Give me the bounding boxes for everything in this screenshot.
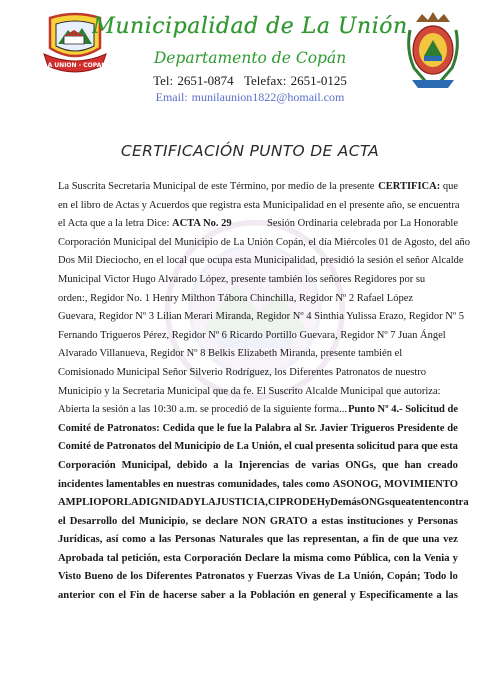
body-line: Comisionado Municipal Señor Silverio Rodríguez, los Diferentes Patronatos de nuestro [58,366,427,378]
body-line: en el libro de Actas y Acuerdos que registra esta Municipalidad en el presente año, se encuentra [58,199,460,211]
body-line: Municipio y la Secretaria Municipal que da fe. El Suscrito Alcalde Municipal que autoriza: [58,385,441,397]
document-body [58,178,471,606]
department-name: Departamento de Copán [153,49,347,67]
document-title: CERTIFICACIÓN PUNTO DE ACTA [120,142,380,160]
email-label: Email: [155,90,188,104]
bold-line: Corporación Municipal, debido a la Injerencias de varias ONGs, que han creado [58,459,458,471]
bold-line: Aprobada tal petición, esta Corporación Declare la misma como Pública, con la Venia y [58,552,458,564]
bold-line: Jurídicas, así como a las Personas Naturales que las representan, a fin de que una vez [58,534,458,546]
bold-line: incidentes lamentables en nuestras comunidades, tales como ASONOG, MOVIMIENTO [58,478,458,490]
body-line: orden:, Regidor No. 1 Henry Milthon Tábora Chinchilla, Regidor Nº 2 Rafael López [58,292,414,304]
bold-line: Visto Bueno de los Diferentes Patronatos y Fuerzas Vivas de La Unión, Copán; Todo lo [58,571,458,583]
fax-number: Telefax: 2651-0125 [243,73,347,88]
bold-line: Comité de Patronatos del Municipio de La Unión, el cual presenta solicitud para que esta [58,441,458,453]
bold-line: Comité de Patronatos: Cedida que le fue la Palabra al Sr. Javier Trigueros Presidente de [58,422,458,434]
contact-email [0,90,500,105]
resolution-text [58,420,469,606]
municipality-name: Municipalidad de La Unión [92,14,408,39]
bold-line: AMPLIO POR LA DIGNIDAD Y LA JUSTICIA, CIPRODEH y Demás ONGs que atenten contra [58,497,469,509]
bold-line: el Desarrollo del Municipio, se declare NON GRATO a estas instituciones y Personas [58,515,458,527]
body-line: Corporación Municipal del Municipio de La Unión Copán, el día Miércoles 01 de Agosto, del año [58,236,471,248]
body-line: Fernando Trigueros Pérez, Regidor Nº 6 Ricardo Portillo Guevara, Regidor Nº 7 Juan Ángel [58,329,446,341]
body-line: el Acta que a la letra Dice: ACTA No. 29 Sesión Ordinaria celebrada por La Honorable [58,218,458,230]
body-line: Dos Mil Dieciocho, en el local que ocupa esta Municipalidad, presidió la sesión el señor Alcalde [58,255,464,267]
body-line: Guevara, Regidor Nº 3 Lilian Merari Miranda, Regidor Nº 4 Sinthia Yulissa Erazo, Regidor Nº 5 [58,311,464,323]
phone-number: Tel: 2651-0874 [153,73,234,88]
contact-phones [0,73,500,89]
body-line: Alvarado Villanueva, Regidor Nº 8 Belkis Elizabeth Miranda, presente también el [58,348,403,360]
bold-line: anterior con el Fin de hacerse saber a la Población en general y Especificamente a las [58,590,458,602]
seal-ribbon-text: LA UNION - COPAN [43,62,107,69]
email-address[interactable]: munilaunion1822@homail.com [191,90,345,104]
body-line: La Suscrita Secretaria Municipal de este Término, por medio de la presente CERTIFICA: que [58,181,458,192]
body-line: Municipal Victor Hugo Alvarado López, presente también los señores Regidores por su [58,273,426,285]
body-line: Abierta la sesión a las 10:30 a.m. se procedió de la siguiente forma... Punto Nº 4.- Solicitud de [58,404,458,416]
